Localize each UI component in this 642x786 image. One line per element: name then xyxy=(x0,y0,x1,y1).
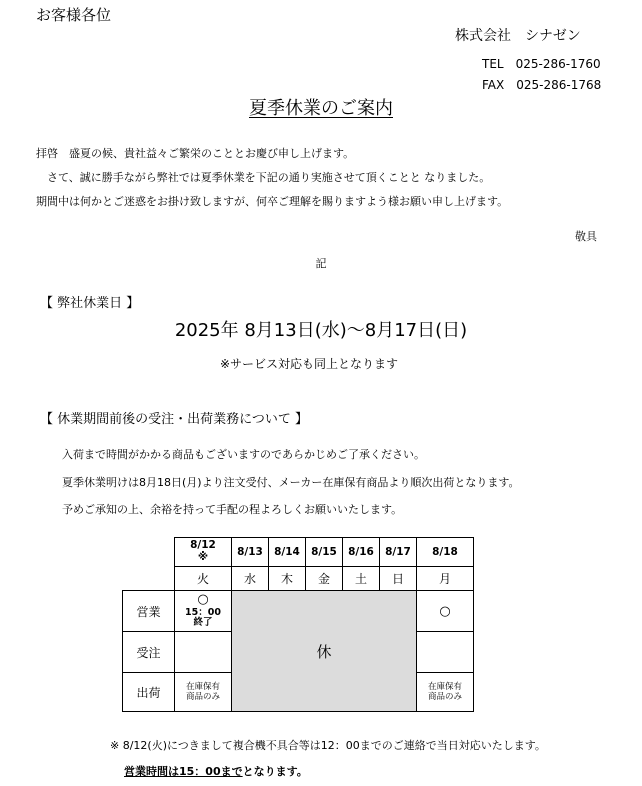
date-816: 8/16 xyxy=(342,537,380,567)
dow-816: 土 xyxy=(342,566,380,591)
tel-number: TEL 025-286-1760 xyxy=(482,57,601,71)
row-label-juchu: 受注 xyxy=(122,631,175,673)
dow-813: 水 xyxy=(231,566,269,591)
holiday-dates: 2025年 8月13日(水)～8月17日(日) xyxy=(174,320,468,341)
company-name: 株式会社 シナゼン xyxy=(455,28,581,44)
orders-bullet-3: 予めご承知の上、余裕を持って手配の程よろしくお願いいたします。 xyxy=(62,503,403,516)
eigyo-812-cell xyxy=(174,590,232,632)
stock-only-812-line2: 商品のみ xyxy=(185,692,220,702)
date-812-mark: ※ xyxy=(197,551,209,563)
row-label-shukka: 出荷 xyxy=(122,672,175,712)
date-813: 8/13 xyxy=(231,537,269,567)
closed-block: 休 xyxy=(231,590,417,712)
dow-815: 金 xyxy=(305,566,343,591)
shukka-812-cell xyxy=(174,672,232,712)
row-label-eigyo: 営業 xyxy=(122,590,175,632)
greeting-line-2: さて、誠に勝手ながら弊社では夏季休業を下記の通り実施させて頂くことと なりました。 xyxy=(36,171,491,184)
ki-mark: 記 xyxy=(315,257,327,270)
date-cell-812 xyxy=(174,537,232,567)
stock-only-818-line2: 商品のみ xyxy=(427,692,462,702)
dow-812: 火 xyxy=(174,566,232,591)
date-815: 8/15 xyxy=(305,537,343,567)
dow-818: 月 xyxy=(416,566,474,591)
greeting-line-3: 期間中は何かとご迷惑をお掛け致しますが、何卒ご理解を賜りますよう様お願い申し上げます。 xyxy=(36,195,509,208)
date-818: 8/18 xyxy=(416,537,474,567)
holiday-heading: 【 弊社休業日 】 xyxy=(40,296,140,311)
footnote-hours xyxy=(124,763,308,779)
orders-bullet-2: 夏季休業明けは8月18日(月)より注文受付、メーカー在庫保有商品より順次出荷となります。 xyxy=(62,476,520,489)
service-note: ※サービス対応も同上となります xyxy=(220,357,399,371)
dow-814: 木 xyxy=(268,566,306,591)
shukka-818-cell xyxy=(416,672,474,712)
business-hours-note: 営業時間は15：00まで xyxy=(124,765,243,778)
open-circle-812: ○ xyxy=(197,592,209,608)
fax-number: FAX 025-286-1768 xyxy=(482,78,602,92)
schedule-table xyxy=(122,537,474,712)
dow-817: 日 xyxy=(379,566,417,591)
page-title: 夏季休業のご案内 xyxy=(249,98,393,119)
closing-keigu: 敬具 xyxy=(575,230,597,243)
addressee: お客様各位 xyxy=(36,6,112,24)
eigyo-812-end: 終了 xyxy=(193,617,213,629)
orders-heading: 【 休業期間前後の受注・出荷業務について 】 xyxy=(40,412,309,427)
eigyo-812-time: 15：00 xyxy=(185,606,221,618)
greeting-line-1: 拝啓 盛夏の候、貴社益々ご繁栄のこととお慶び申し上げます。 xyxy=(36,147,355,160)
footnote-812: ※ 8/12(火)につきまして複合機不具合等は12：00までのご連絡で当日対応いたします。 xyxy=(110,739,546,752)
juchu-818-cell xyxy=(416,631,474,673)
open-circle-818: ○ xyxy=(416,590,474,632)
stock-only-812-line1: 在庫保有 xyxy=(185,681,220,692)
stock-only-818-line1: 在庫保有 xyxy=(427,681,462,692)
juchu-812-cell xyxy=(174,631,232,673)
date-817: 8/17 xyxy=(379,537,417,567)
business-hours-suffix: となります。 xyxy=(242,765,308,778)
orders-bullet-1: 入荷まで時間がかかる商品もございますのであらかじめご了承ください。 xyxy=(62,448,425,461)
date-812: 8/12 xyxy=(190,539,216,552)
date-814: 8/14 xyxy=(268,537,306,567)
